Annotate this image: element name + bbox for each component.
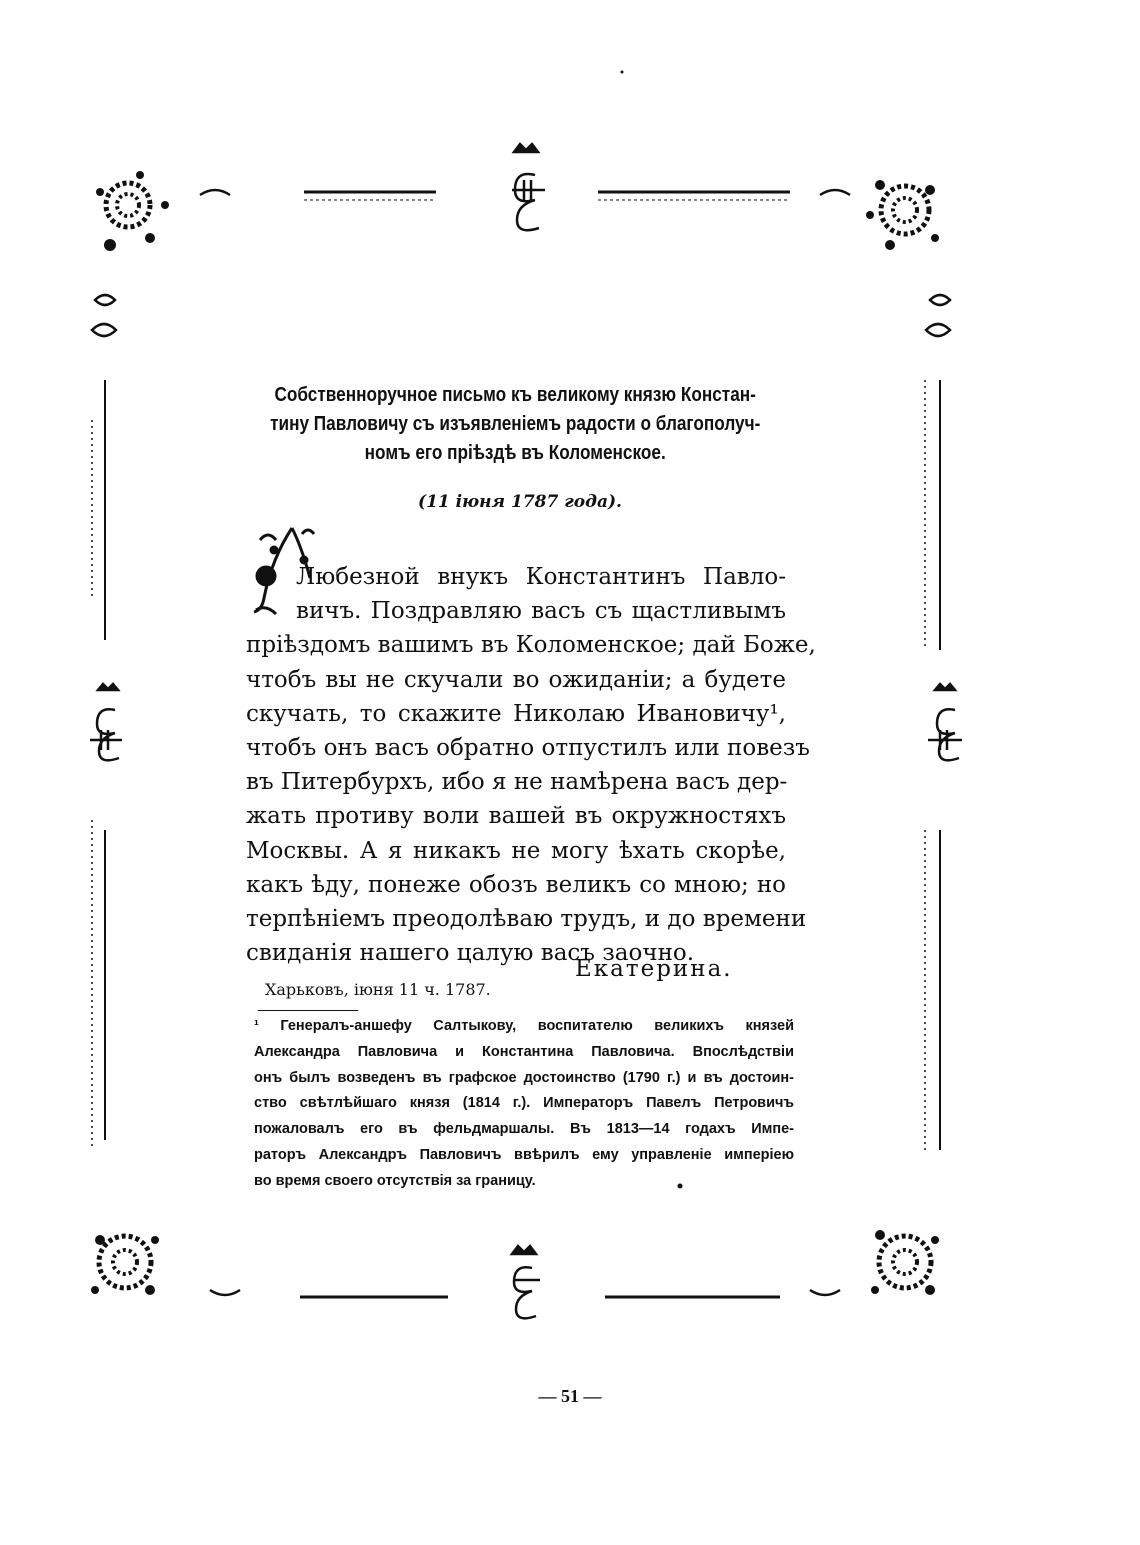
footnote-line: пожаловалъ его въ фельдмаршалы. Въ 1813—14 годахъ Импе- <box>254 1121 794 1138</box>
footnote-line: во время своего отсутствія за границу. <box>254 1172 536 1189</box>
letter-line: скучать, то скажите Николаю Ивановичу¹, <box>246 700 786 727</box>
floral-corner-top-left <box>96 171 169 251</box>
heading-line: номъ его пріѣздѣ въ Коломенское. <box>364 442 666 464</box>
letter-line: вичъ. Поздравляю васъ съ щастливымъ <box>296 598 786 625</box>
footnote-line: Александра Павловича и Константина Павловича. Впослѣдствіи <box>254 1043 794 1060</box>
footnote-divider <box>258 1010 358 1011</box>
letter-line: чтобъ онъ васъ обратно отпустилъ или повезъ <box>246 735 810 762</box>
heading-line: тину Павловичу съ изъявленіемъ радости о благополуч- <box>270 413 761 435</box>
floral-corner-bottom-left <box>91 1235 159 1295</box>
floral-corner-bottom-right <box>871 1230 939 1295</box>
monogram-left <box>90 684 122 760</box>
letter-line: жать противу воли вашей въ окружностяхъ <box>246 803 786 830</box>
letter-date: (11 іюня 1787 года). <box>418 492 622 512</box>
monogram-top <box>512 144 545 230</box>
place-and-date: Харьковъ, іюня 11 ч. 1787. <box>265 980 491 999</box>
footnote-line: ство свѣтлѣйшаго князя (1814 г.). Императоръ Павелъ Петровичъ <box>254 1095 794 1112</box>
letter-line: чтобъ вы не скучали во ожиданіи; а будете <box>246 666 786 693</box>
page-number: — 51 — <box>538 1386 602 1406</box>
letter-line: Москвы. А я никакъ не могу ѣхать скорѣе, <box>246 837 786 864</box>
footnote-line: ¹ Генералъ-аншефу Салтыкову, воспитателю великихъ князей <box>254 1018 794 1034</box>
monogram-right <box>928 684 962 760</box>
letter-line: какъ ѣду, понеже обозъ великъ со мною; но <box>246 871 786 898</box>
monogram-bottom <box>512 1246 540 1318</box>
letter-line: въ Питербурхъ, ибо я не намѣрена васъ дер- <box>246 769 788 796</box>
letter-heading <box>240 381 790 468</box>
footnote-line: онъ былъ возведенъ въ графское достоинство (1790 г.) и въ достоин- <box>254 1069 794 1086</box>
floral-corner-top-right <box>866 180 939 250</box>
footnote <box>254 1014 794 1195</box>
letter-line: свиданія нашего цалую васъ заочно. <box>246 940 695 967</box>
signature: Екатерина. <box>575 956 733 982</box>
letter-line: терпѣніемъ преодолѣваю трудъ, и до времени <box>246 906 807 933</box>
letter-line: Любезной внукъ Константинъ Павло- <box>296 564 786 590</box>
footnote-line: раторъ Александръ Павловичъ ввѣрилъ ему управленіе имперіею <box>254 1146 794 1163</box>
heading-line: Собственноручное письмо къ великому князю Констан- <box>274 384 756 406</box>
letter-body <box>246 560 816 970</box>
letter-line: пріѣздомъ вашимъ въ Коломенское; дай Боже, <box>246 632 816 659</box>
